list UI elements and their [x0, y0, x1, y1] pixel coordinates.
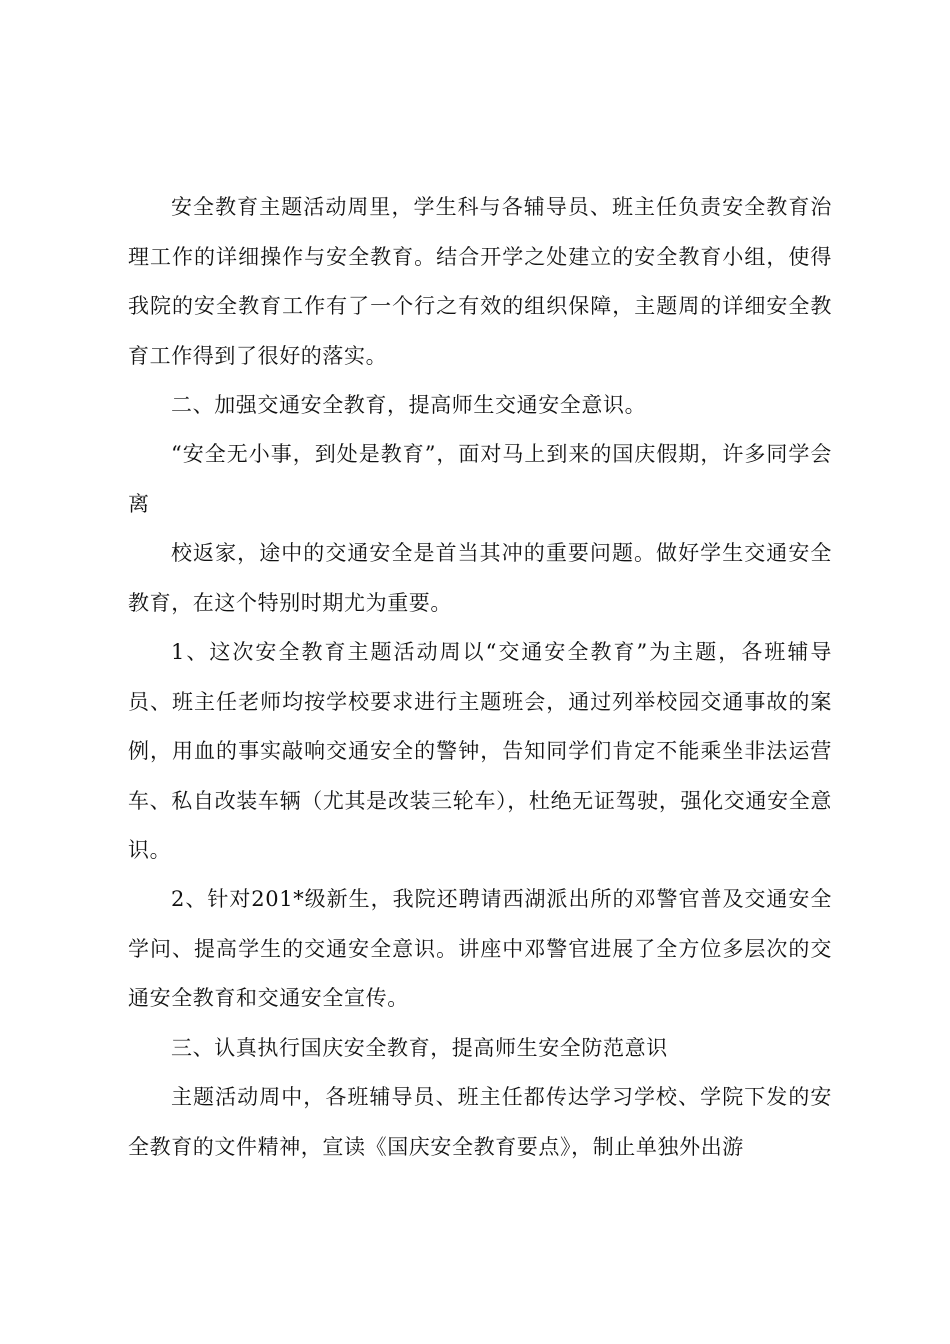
paragraph-item-1-class-meetings: 1、这次安全教育主题活动周以“交通安全教育”为主题，各班辅导员、班主任老师均按学校要求进行主题班会，通过列举校园交通事故的案例，用血的事实敲响交通安全的警钟，告知同学们肯定不能乘坐非法运营车、私自改装车辆（尤其是改装三轮车），杜绝无证驾驶，强化交通安全意识。	[128, 640, 832, 862]
paragraph-safety-week-intro: 安全教育主题活动周里，学生科与各辅导员、班主任负责安全教育治理工作的详细操作与安全教育。结合开学之处建立的安全教育小组，使得我院的安全教育工作有了一个行之有效的组织保障，主题周的详细安全教育工作得到了很好的落实。	[128, 195, 832, 368]
paragraph-traffic-importance: 校返家，途中的交通安全是首当其冲的重要问题。做好学生交通安全教育，在这个特别时期尤为重要。	[128, 541, 832, 615]
section-heading-traffic-safety: 二、加强交通安全教育，提高师生交通安全意识。	[171, 393, 647, 417]
paragraph-safety-quote: “安全无小事，到处是教育”，面对马上到来的国庆假期，许多同学会离	[128, 442, 832, 516]
paragraph-item-2-police-lecture: 2、针对201*级新生，我院还聘请西湖派出所的邓警官普及交通安全学问、提高学生的交通安全意识。讲座中邓警官进展了全方位多层次的交通安全教育和交通安全宣传。	[128, 887, 832, 1010]
section-heading-national-day-safety: 三、认真执行国庆安全教育，提高师生安全防范意识	[171, 1036, 668, 1060]
paragraph-theme-week-activities: 主题活动周中，各班辅导员、班主任都传达学习学校、学院下发的安全教育的文件精神，宣读《国庆安全教育要点》，制止单独外出游	[128, 1085, 832, 1159]
